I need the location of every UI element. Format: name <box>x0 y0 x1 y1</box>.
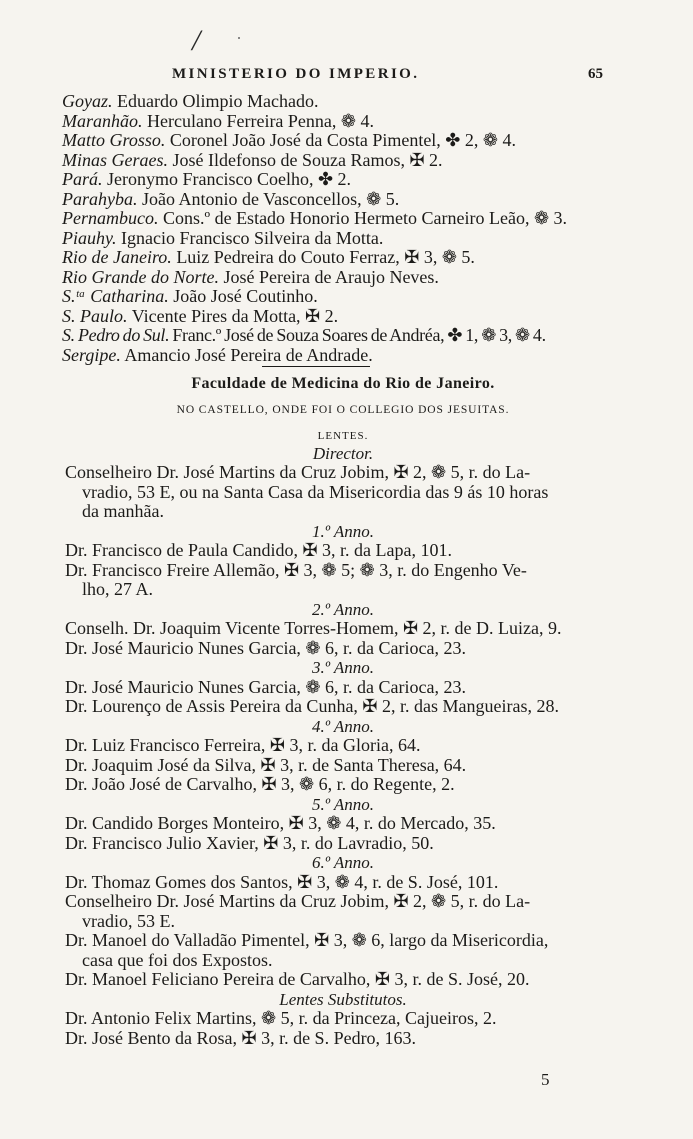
president-name: João José Coutinho. <box>173 286 318 306</box>
entry-line: Dr. Francisco Julio Xavier, ✠ 3, r. do Lavradio, 50. <box>65 832 434 853</box>
president-entry <box>62 190 628 210</box>
section-heading-lentes: LENTES. <box>317 430 369 442</box>
president-entry <box>62 229 628 249</box>
professor-entry <box>63 541 623 561</box>
professor-entry <box>63 463 623 522</box>
president-name: Amancio José Pereira de Andrade. <box>124 344 373 365</box>
entry-line: Dr. Luiz Francisco Ferreira, ✠ 3, r. da Gloria, 64. <box>65 735 421 755</box>
professor-entry <box>63 775 623 795</box>
province-name: Rio de Janeiro. <box>62 247 172 267</box>
professor-entry <box>63 1009 623 1029</box>
president-entry <box>62 131 628 151</box>
president-entry <box>62 170 628 190</box>
continuation-line: lho, 27 A. <box>82 579 154 599</box>
president-entry <box>62 92 628 112</box>
faculty-location: NO CASTELLO, ONDE FOI O COLLEGIO DOS JESUITAS. <box>176 404 510 416</box>
president-entry <box>62 307 628 327</box>
president-name: Vicente Pires da Motta, ✠ 2. <box>131 305 339 326</box>
president-name: José Ildefonso de Souza Ramos, ✠ 2. <box>172 149 443 170</box>
year-heading: 1.º Anno. <box>311 521 375 541</box>
continuation-line: da manhãa. <box>82 501 164 521</box>
province-name: Piauhy. <box>62 227 117 248</box>
stray-ink-mark: / <box>192 24 201 57</box>
entry-line: Dr. José Mauricio Nunes Garcia, ❁ 6, r. da Carioca, 23. <box>65 637 466 658</box>
president-name: Franc.º José de Souza Soares de Andréa, ✤ 1, ❁ 3, ❁ 4. <box>172 325 546 345</box>
professor-entry <box>63 561 623 600</box>
province-name: Rio Grande do Norte. <box>62 266 219 287</box>
president-entry <box>62 112 628 132</box>
ink-speck <box>238 37 240 39</box>
president-entry <box>62 209 628 229</box>
entry-line: Dr. José Bento da Rosa, ✠ 3, r. de S. Pedro, 163. <box>65 1027 417 1048</box>
president-name: Herculano Ferreira Penna, ❁ 4. <box>147 110 374 131</box>
entry-line: Dr. Manoel Feliciano Pereira de Carvalho, ✠ 3, r. de S. José, 20. <box>65 969 530 989</box>
professor-entry <box>63 892 623 931</box>
year-heading: 5.º Anno. <box>311 794 375 814</box>
province-name: Sergipe. <box>62 344 121 365</box>
president-entry <box>62 248 628 268</box>
province-name: Maranhão. <box>62 110 143 131</box>
president-entry <box>62 346 628 366</box>
president-name: Jeronymo Francisco Coelho, ✤ 2. <box>107 169 352 189</box>
province-name: S. Pedro do Sul. <box>62 325 170 345</box>
province-name: Matto Grosso. <box>62 130 166 150</box>
professor-entry <box>63 1029 623 1049</box>
entry-line: Dr. João José de Carvalho, ✠ 3, ❁ 6, r. do Regente, 2. <box>65 774 455 794</box>
president-name: José Pereira de Araujo Neves. <box>223 266 439 287</box>
entry-line: Dr. Thomaz Gomes dos Santos, ✠ 3, ❁ 4, r. de S. José, 101. <box>65 871 499 892</box>
president-name: Coronel João José da Costa Pimentel, ✤ 2, ❁ 4. <box>169 130 516 150</box>
president-entry <box>62 287 628 307</box>
entry-line: Conselheiro Dr. José Martins da Cruz Jobim, ✠ 2, ❁ 5, r. do La- <box>65 891 531 911</box>
entry-line: Dr. Francisco Freire Allemão, ✠ 3, ❁ 5; ❁ 3, r. do Engenho Ve- <box>65 559 527 580</box>
entry-line: Dr. Joaquim José da Silva, ✠ 3, r. de Santa Theresa, 64. <box>65 754 467 775</box>
president-entry <box>62 326 628 346</box>
entry-line: Dr. Lourenço de Assis Pereira da Cunha, ✠ 2, r. das Mangueiras, 28. <box>65 696 559 716</box>
province-name: Minas Geraes. <box>62 149 168 170</box>
president-name: Ignacio Francisco Silveira da Motta. <box>121 227 384 248</box>
province-name: S.ᵗᵃ Catharina. <box>62 286 169 306</box>
year-heading: 2.º Anno. <box>311 599 375 619</box>
professor-entry <box>63 873 623 893</box>
professor-entry <box>63 931 623 970</box>
professor-entry <box>63 970 623 990</box>
entry-line: Dr. Manoel do Valladão Pimentel, ✠ 3, ❁ 6, largo da Misericordia, <box>65 930 549 950</box>
professor-entry <box>63 697 623 717</box>
signature-mark: 5 <box>541 1070 550 1089</box>
page-number: 65 <box>588 66 603 82</box>
section-divider <box>262 366 370 367</box>
entry-line: Conselheiro Dr. José Martins da Cruz Jobim, ✠ 2, ❁ 5, r. do La- <box>65 462 531 482</box>
continuation-line: vradio, 53 E, ou na Santa Casa da Misericordia das 9 ás 10 horas <box>82 481 549 502</box>
continuation-line: vradio, 53 E. <box>82 910 175 931</box>
year-heading: 4.º Anno. <box>311 716 375 736</box>
province-name: Parahyba. <box>62 188 138 209</box>
professor-entry <box>63 678 623 698</box>
province-name: Pernambuco. <box>62 208 159 228</box>
president-name: Cons.º de Estado Honorio Hermeto Carneiro Leão, ❁ 3. <box>162 208 568 228</box>
presidents-list <box>62 92 628 365</box>
professor-entry <box>63 756 623 776</box>
running-head: MINISTERIO DO IMPERIO. <box>172 66 420 82</box>
faculty-list <box>63 444 623 1049</box>
president-name: Eduardo Olimpio Machado. <box>117 91 319 111</box>
director-heading: Director. <box>312 443 374 463</box>
professor-entry <box>63 834 623 854</box>
professor-entry <box>63 814 623 834</box>
year-heading: 6.º Anno. <box>311 853 375 872</box>
continuation-line: casa que foi dos Expostos. <box>82 949 273 970</box>
entry-line: Dr. José Mauricio Nunes Garcia, ❁ 6, r. da Carioca, 23. <box>65 676 466 697</box>
professor-entry <box>63 619 623 639</box>
province-name: S. Paulo. <box>62 305 128 326</box>
professor-entry <box>63 639 623 659</box>
entry-line: Dr. Candido Borges Monteiro, ✠ 3, ❁ 4, r. do Mercado, 35. <box>65 813 496 833</box>
province-name: Goyaz. <box>62 91 113 111</box>
province-name: Pará. <box>62 169 103 189</box>
entry-line: Dr. Antonio Felix Martins, ❁ 5, r. da Princeza, Cajueiros, 2. <box>65 1008 497 1028</box>
president-entry <box>62 151 628 171</box>
president-name: João Antonio de Vasconcellos, ❁ 5. <box>142 188 400 209</box>
president-name: Luiz Pedreira do Couto Ferraz, ✠ 3, ❁ 5. <box>176 247 475 267</box>
substitutes-heading: Lentes Substitutos. <box>279 989 407 1009</box>
president-entry <box>62 268 628 288</box>
professor-entry <box>63 736 623 756</box>
year-heading: 3.º Anno. <box>311 658 375 677</box>
faculty-title: Faculdade de Medicina do Rio de Janeiro. <box>191 375 495 392</box>
entry-line: Conselh. Dr. Joaquim Vicente Torres-Homem, ✠ 2, r. de D. Luiza, 9. <box>65 618 562 638</box>
entry-line: Dr. Francisco de Paula Candido, ✠ 3, r. da Lapa, 101. <box>65 540 452 560</box>
